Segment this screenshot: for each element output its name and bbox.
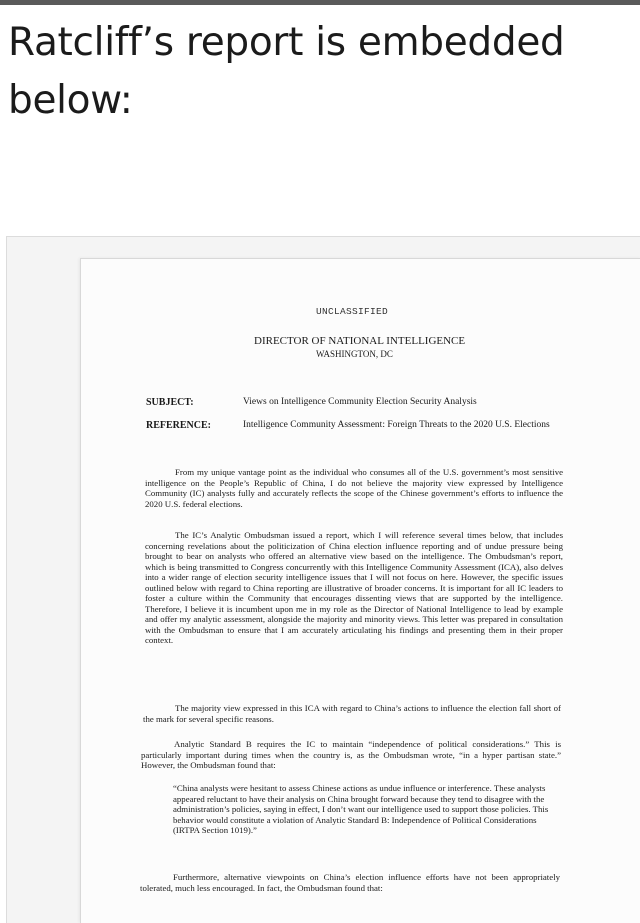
agency-title: DIRECTOR OF NATIONAL INTELLIGENCE bbox=[254, 335, 466, 347]
paragraph-5: Furthermore, alternative viewpoints on China’s election influence efforts have not been appropriately tolerated, much less encouraged. In fact, the Ombudsman found that: bbox=[140, 872, 560, 893]
reference-label: REFERENCE: bbox=[146, 420, 212, 431]
subject-label: SUBJECT: bbox=[146, 397, 194, 408]
reference-value: Intelligence Community Assessment: Foreign Threats to the 2020 U.S. Elections bbox=[243, 420, 550, 430]
agency-location: WASHINGTON, DC bbox=[316, 349, 393, 359]
classification-marking: UNCLASSIFIED bbox=[316, 306, 389, 317]
article-heading: Ratcliff’s report is embedded below: bbox=[8, 20, 565, 123]
paragraph-1: From my unique vantage point as the individual who consumes all of the U.S. government’s most sensitive intelligence on the People’s Republic of China, I do not believe the majority view expressed by Intelligence Community (IC) analysts fully and accurately reflects the scope of the Chinese government’s efforts to influence the 2020 U.S. federal elections. bbox=[145, 467, 563, 509]
ombudsman-quote: “China analysts were hesitant to assess Chinese actions as undue influence or interference. These analysts appeared reluctant to have their analysis on China brought forward because they tend to disagree with the administration’s policies, saying in effect, I don’t want our intelligence used to support those policies. This behavior would constitute a violation of Analytic Standard B: Independence of Political Considerations (IRTPA Section 1019).” bbox=[173, 783, 549, 835]
paragraph-4: Analytic Standard B requires the IC to maintain “independence of political considerations.” This is particularly important during times when the country is, as the Ombudsman wrote, “in a hyper partisan state.” However, the Ombudsman found that: bbox=[141, 739, 561, 770]
paragraph-2: The IC’s Analytic Ombudsman issued a report, which I will reference several times below, that includes concerning revelations about the politicization of China election influence reporting and of undue pressure being brought to bear on analysts who offered an alternative view based on the intelligence. The Ombudsman’s report, which is being transmitted to Congress concurrently with this Intelligence Community Assessment (ICA), also delves into a wider range of election security intelligence issues that I will not focus on here. However, the specific issues outlined below with regard to China reporting are illustrative of broader concerns. It is important for all IC leaders to foster a culture within the Community that encourages dissenting views that are supported by the intelligence. Therefore, I believe it is incumbent upon me in my role as the Director of National Intelligence to lead by example and offer my analytic assessment, alongside the majority and minority views. This letter was prepared in consultation with the Ombudsman to ensure that I am accurately articulating his findings and presenting them in their proper context. bbox=[145, 530, 563, 645]
subject-value: Views on Intelligence Community Election Security Analysis bbox=[243, 397, 477, 407]
paragraph-3: The majority view expressed in this ICA with regard to China’s actions to influence the election fall short of the mark for several specific reasons. bbox=[143, 703, 561, 724]
